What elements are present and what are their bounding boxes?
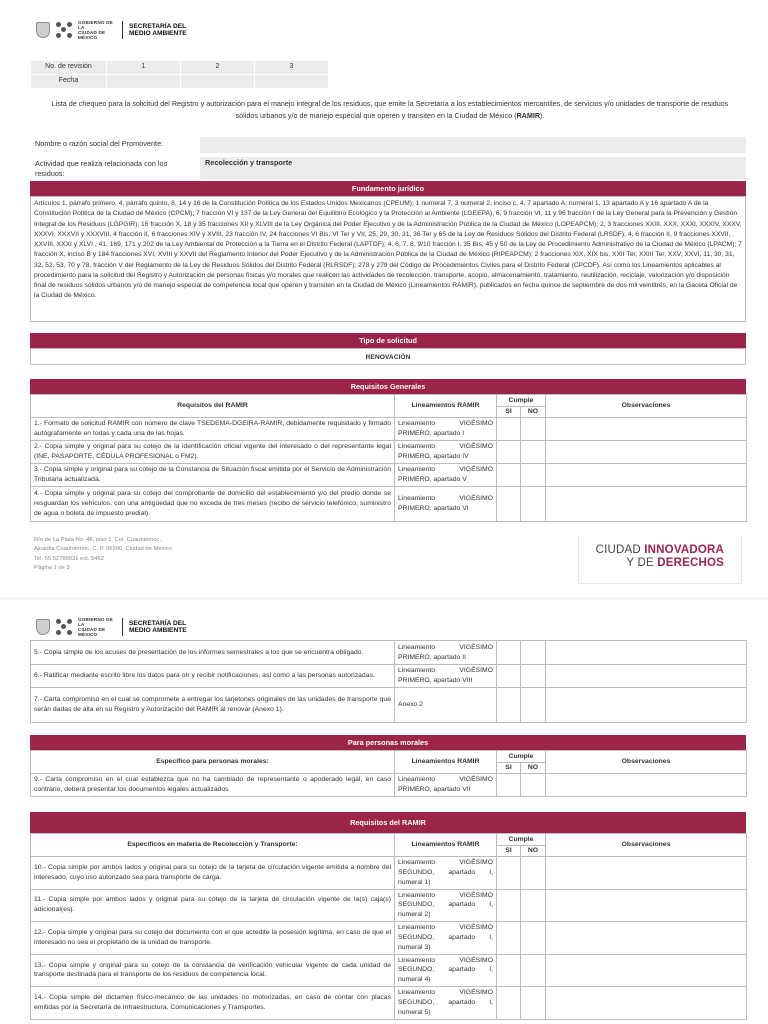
- table-row: [31, 441, 747, 464]
- cdmx-flower-icon: [56, 22, 72, 38]
- cumple-si-cell[interactable]: [497, 641, 521, 665]
- intro-post: ).: [540, 110, 545, 120]
- generales-title: Requisitos Generales: [30, 379, 746, 394]
- secretaria-label: [129, 23, 187, 38]
- req-lineamiento: Lineamiento VIGÉSIMO SEGUNDO, apartado I, numeral 1): [395, 857, 497, 890]
- observaciones-cell[interactable]: [546, 441, 747, 464]
- actividad-field[interactable]: Recolección y transporte: [200, 157, 746, 179]
- fecha-cell[interactable]: [181, 75, 255, 89]
- cumple-no-cell[interactable]: [521, 987, 546, 1020]
- observaciones-cell[interactable]: [546, 774, 747, 797]
- req-lineamiento: Lineamiento VIGÉSIMO SEGUNDO, apartado I, numeral 5): [395, 987, 497, 1020]
- morales-table: [30, 750, 747, 797]
- generales-cont-table: [30, 640, 747, 723]
- brand-logo: [578, 536, 742, 584]
- observaciones-cell[interactable]: [546, 889, 747, 922]
- col-requisitos: Requisitos del RAMIR: [31, 395, 395, 418]
- cumple-si-cell[interactable]: [497, 464, 521, 487]
- cumple-no-cell[interactable]: [521, 464, 546, 487]
- cumple-no-cell[interactable]: [521, 487, 546, 522]
- cdmx-shield-icon: [36, 22, 50, 38]
- col-si: SI: [497, 846, 521, 857]
- table-row: [31, 665, 747, 688]
- sec-line-1: SECRETARÍA DEL: [129, 22, 187, 30]
- cdmx-shield-icon: [36, 619, 50, 635]
- actividad-label: Actividad que realiza relacionada con los residuos:: [35, 159, 168, 178]
- intro-bold: RAMIR: [516, 110, 541, 120]
- observaciones-cell[interactable]: [546, 418, 747, 441]
- observaciones-cell[interactable]: [546, 857, 747, 890]
- revision-label: No. de revisión: [31, 61, 107, 75]
- col-cumple: Cumple: [497, 395, 546, 407]
- req-desc: 4.- Copia simple y original para su cotejo del comprobante de domicilio del establecimiento y/o del predio donde se resguardan los vehículos, con una antigüedad que no exceda de tres meses (recibo de servicio telefónico, suministro de agua o boleta de impuesto predial).: [31, 487, 395, 522]
- col-no: NO: [521, 763, 546, 774]
- cumple-si-cell[interactable]: [497, 922, 521, 955]
- tipo-title: Tipo de solicitud: [30, 333, 746, 348]
- revision-table: [30, 60, 329, 89]
- req-desc: 3.- Copia simple y original para su cotejo de la Constancia de Situación fiscal emitida por el Servicio de Administración Tributaria actualizada.: [31, 464, 395, 487]
- req-lineamiento: Lineamiento VIGÉSIMO PRIMERO, apartado II: [395, 641, 497, 665]
- col-si: SI: [497, 763, 521, 774]
- footer-address: [34, 536, 172, 573]
- gob-line-1: GOBIERNO DE LA: [78, 20, 113, 31]
- page-2: [0, 600, 768, 1024]
- cumple-si-cell[interactable]: [497, 774, 521, 797]
- page-separator: [0, 598, 768, 599]
- table-row: [31, 487, 747, 522]
- fecha-cell[interactable]: [255, 75, 329, 89]
- divider: [122, 618, 123, 636]
- table-row: [31, 857, 747, 890]
- cdmx-flower-icon: [56, 619, 72, 635]
- cumple-si-cell[interactable]: [497, 487, 521, 522]
- req-desc: 14.- Copia simple del dictamen físico-mecánico de las unidades no motorizadas, en caso de contar con placas emitidas por la Secretaría de Infraestructura, Comunicaciones y Transportes.: [31, 987, 395, 1020]
- table-row: [31, 687, 747, 722]
- cumple-no-cell[interactable]: [521, 774, 546, 797]
- col-cumple: Cumple: [497, 834, 546, 846]
- req-lineamiento: Lineamiento VIGÉSIMO SEGUNDO, apartado I, numeral 2): [395, 889, 497, 922]
- footer-line: Tel. 55 52789931 ext. 5462: [34, 555, 104, 562]
- sec-line-2: MEDIO AMBIENTE: [129, 627, 187, 635]
- gobierno-label: [78, 20, 116, 40]
- req-desc: 2.- Copia simple y original para su cotejo de la identificación oficial vigente del interesado o del representante legal (INE, PASAPORTE, CÉDULA PROFESIONAL o FM2).: [31, 441, 395, 464]
- cumple-si-cell[interactable]: [497, 857, 521, 890]
- fundamento-text: Artículos 1, párrafo primero, 4, párrafo quinto, 8, 14 y 16 de la Constitución Política de los Estados Unidos Mexicanos (CPEUM); 1 numeral 7, 3 numeral 2, inciso c, 4, 7 apartado A, numeral 1, 13 apartado A y 16 apartado A de la Constitución Política de la Ciudad de México (CPCM); 7 fracción VI y 137 de la Ley General del Equilibrio Ecológico y la Protección al Ambiente (LGEEPA); 6, 9 fracción VI, 11 y 96 fracción I de la Ley General para la Prevención y Gestión Integral de los Residuos (LGPGIR); 16 fracción X, 18 y 35 fracciones XII y XLVIII de la Ley Orgánica del Poder Ejecutivo y de la Administración Pública de la Ciudad de México (LOPEAPCM); 2, 3 fracciones XXIII, XXX, XXXI, XXXIV, XXXV, XXXVI, XXXVII y XXXVIII, 4 fracción II, 6 fracciones XIV y XVIII, 23 fracción IV, 24 fracciones VI Bis, VI Ter y VII, 25, 29, 30, 31, 36 Ter y 65 de la Ley de Residuos Sólidos del Distrito Federal (LRSDF); 4, 6 fracción II, 9 fracciones XXVII, XXVIII, XXXI y XLVI , 41, 169, 171 y 202 de la Ley Ambiental de Protección a la Tierra en el Distrito Federal (LAPTDF); 4, 6, 7, 8, 9/10 fracción I, 35 Bis, 45 y 50 de la Ley de Procedimiento Administrativo de la Ciudad de México (LPACM); 7 fracción X, inciso B y 184 fracciones XVI, XVIII y XXVII del Reglamento Interior del Poder Ejecutivo y de la Administración Pública de la Ciudad de México (RIPEAPCM); 2 fracciones XIX, XIX bis, XXII Ter, XXIII Ter, XXV, XXVI, 11, 30, 31, 32, 52, 53, 70 y 78, fracción V del Reglamento de la Ley de Residuos Sólidos del Distrito Federal (RLRSDF); 278 y 279 del Código de Procedimientos Civiles para el Distrito Federal (CPCDF). Así como los Lineamientos aplicables al procedimiento para la solicitud del Registro y Autorización de personas físicas y/o morales que realicen las actividades de recolección, transporte, acopio, almacenamiento, tratamiento, reutilización, reciclaje, valorización y/o disposición final de residuos sólidos urbanos y/o de manejo especial de competencia local que operen y transiten en la Ciudad de México (Lineamientos RAMIR), publicados en fecha quince de septiembre de dos mil veintitrés, en la Gaceta Oficial de la Ciudad de México.: [30, 196, 746, 322]
- revision-number: 2: [181, 61, 255, 75]
- divider: [122, 21, 123, 39]
- cumple-si-cell[interactable]: [497, 665, 521, 688]
- table-row: [31, 774, 747, 797]
- fundamento-title: Fundamento jurídico: [30, 181, 746, 196]
- intro-pre: Lista de chequeo para la solicitud del Registro y autorización para el manejo integral de los residuos, que emite la Secretaría a los establecimientos mercantiles, de servicios y/o unidades de transporte de residuos sólidos urbanos y/o de manejo especial que operen y transiten en la Ciudad de México (: [51, 99, 729, 120]
- req-lineamiento: Lineamiento VIGÉSIMO SEGUNDO, apartado I, numeral 4): [395, 954, 497, 987]
- req-desc: 1.- Formato de solicitud RAMIR con número de clave TSEDEMA-DGEIRA-RAMIR, debidamente requisitado y firmado autógrafamente en todas y cada una de las hojas.: [31, 418, 395, 441]
- morales-title: Para personas morales: [30, 735, 746, 750]
- sec-line-2: MEDIO AMBIENTE: [129, 30, 187, 38]
- cumple-no-cell[interactable]: [521, 418, 546, 441]
- sec-line-1: SECRETARÍA DEL: [129, 619, 187, 627]
- req-desc: 10.- Copia simple por ambos lados y original para su cotejo de la tarjeta de circulación vigente emitida a nombre del interesado, cuyo uso autorizado sea para transporte de carga.: [31, 857, 395, 890]
- cumple-no-cell[interactable]: [521, 857, 546, 890]
- table-row: [31, 954, 747, 987]
- req-lineamiento: Lineamiento VIGÉSIMO PRIMERO, apartado VII: [395, 774, 497, 797]
- nombre-row: [30, 137, 746, 153]
- table-row: [31, 641, 747, 665]
- req-desc: 5.- Copia simple de los acuses de presentación de los informes semestrales a los que se encuentra obligado.: [31, 641, 395, 665]
- col-lineamientos: Lineamientos RAMIR: [395, 751, 497, 774]
- observaciones-cell[interactable]: [546, 922, 747, 955]
- table-row: [31, 987, 747, 1020]
- cumple-si-cell[interactable]: [497, 687, 521, 722]
- col-lineamientos: Lineamientos RAMIR: [395, 395, 497, 418]
- cumple-si-cell[interactable]: [497, 954, 521, 987]
- observaciones-cell[interactable]: [546, 487, 747, 522]
- col-observaciones: Observaciones: [546, 395, 747, 418]
- col-requisitos: Específicos en materia de Recolección y Transporte:: [31, 834, 395, 857]
- req-desc: 13.- Copia simple y original para su cotejo de la constancia de verificación vehicular vigente de cada unidad de transporte destinada para el transporte de los residuos de competencia local.: [31, 954, 395, 987]
- cumple-no-cell[interactable]: [521, 665, 546, 688]
- cumple-no-cell[interactable]: [521, 441, 546, 464]
- observaciones-cell[interactable]: [546, 641, 747, 665]
- cumple-no-cell[interactable]: [521, 889, 546, 922]
- observaciones-cell[interactable]: [546, 687, 747, 722]
- req-desc: 11.- Copia simple por ambos lados y original para su cotejo de la tarjeta de circulación vigente de la(s) caja(s) adicional(es).: [31, 889, 395, 922]
- col-lineamientos: Lineamientos RAMIR: [395, 834, 497, 857]
- cumple-no-cell[interactable]: [521, 687, 546, 722]
- gob-line-1: GOBIERNO DE LA: [78, 617, 113, 628]
- footer-line: Río de La Plata No. 48, piso 1, Col. Cuauhtémoc,: [34, 537, 161, 543]
- brand-line-2: [579, 557, 724, 570]
- cumple-no-cell[interactable]: [521, 954, 546, 987]
- req-lineamiento: Lineamiento VIGÉSIMO PRIMERO, apartado VIII: [395, 665, 497, 688]
- req-lineamiento: Lineamiento VIGÉSIMO PRIMERO, apartado IV: [395, 441, 497, 464]
- req-desc: 7.- Carta compromiso en el cual se compromete a entregar los tarjetones originales de las unidades de transporte que serán dadas de alta en su Registro y Autorización del RAMIR al renovar (Anexo 1).: [31, 687, 395, 722]
- brand-line-1: [579, 544, 724, 557]
- brand-1-pre: CIUDAD: [595, 544, 645, 556]
- footer-line: Alcaldía Cuauhtémoc, C. P. 06500, Ciudad de México: [34, 546, 172, 553]
- generales-table: [30, 394, 747, 522]
- actividad-row: [30, 157, 746, 179]
- col-si: SI: [497, 407, 521, 418]
- col-cumple: Cumple: [497, 751, 546, 763]
- observaciones-cell[interactable]: [546, 987, 747, 1020]
- nombre-label: Nombre o razón social del Promovente:: [35, 139, 164, 148]
- ramir-title: Requisitos del RAMIR: [30, 812, 746, 833]
- header-logo: [36, 20, 187, 40]
- table-row: [31, 464, 747, 487]
- observaciones-cell[interactable]: [546, 665, 747, 688]
- observaciones-cell[interactable]: [546, 954, 747, 987]
- brand-2-pre: Y DE: [626, 557, 658, 570]
- gob-line-2: CIUDAD DE MÉXICO: [78, 627, 106, 638]
- req-lineamiento: Lineamiento VIGÉSIMO SEGUNDO, apartado I, numeral 3): [395, 922, 497, 955]
- col-observaciones: Observaciones: [546, 834, 747, 857]
- gob-line-2: CIUDAD DE MÉXICO: [78, 30, 106, 41]
- secretaria-label: [129, 620, 187, 635]
- revision-number: 3: [255, 61, 329, 75]
- tipo-value: RENOVACIÓN: [30, 348, 746, 365]
- table-row: [31, 922, 747, 955]
- cumple-si-cell[interactable]: [497, 987, 521, 1020]
- cumple-si-cell[interactable]: [497, 889, 521, 922]
- fecha-cell[interactable]: [107, 75, 181, 89]
- fecha-label: Fecha: [31, 75, 107, 89]
- table-row: [31, 418, 747, 441]
- cumple-si-cell[interactable]: [497, 441, 521, 464]
- col-no: NO: [521, 407, 546, 418]
- col-requisitos: Específico para personas morales:: [31, 751, 395, 774]
- intro-text: [40, 98, 740, 121]
- req-desc: 12.- Copia simple y original para su cotejo del documento con el que acredite la posesión legítima, en caso de que el interesado no sea el propietario de la unidad de transporte.: [31, 922, 395, 955]
- req-lineamiento: Lineamiento VIGÉSIMO PRIMERO, apartado VI: [395, 487, 497, 522]
- cumple-no-cell[interactable]: [521, 641, 546, 665]
- brand-2-bold: DERECHOS: [657, 557, 724, 570]
- observaciones-cell[interactable]: [546, 464, 747, 487]
- nombre-field[interactable]: [200, 137, 746, 153]
- req-desc: 6.- Ratificar mediante escrito libre los datos para oír y recibir notificaciones, así como a las personas autorizadas.: [31, 665, 395, 688]
- ramir-table: [30, 833, 747, 1020]
- cumple-si-cell[interactable]: [497, 418, 521, 441]
- revision-number: 1: [107, 61, 181, 75]
- page-number: Página 1 de 3: [34, 564, 70, 571]
- table-row: [31, 889, 747, 922]
- brand-1-bold: INNOVADORA: [644, 544, 724, 556]
- header-logo: [36, 617, 187, 637]
- gobierno-label: [78, 617, 116, 637]
- col-observaciones: Observaciones: [546, 751, 747, 774]
- req-lineamiento: Lineamiento VIGÉSIMO PRIMERO, apartado I: [395, 418, 497, 441]
- req-desc: 9.- Carta compromiso en el cual establezca que no ha cambiado de representante o apoderado legal, en caso contrario, deberá presentar los documentos legales actualizados: [31, 774, 395, 797]
- req-lineamiento: Anexo 2: [395, 687, 497, 722]
- req-lineamiento: Lineamiento VIGÉSIMO PRIMERO, apartado V: [395, 464, 497, 487]
- col-no: NO: [521, 846, 546, 857]
- cumple-no-cell[interactable]: [521, 922, 546, 955]
